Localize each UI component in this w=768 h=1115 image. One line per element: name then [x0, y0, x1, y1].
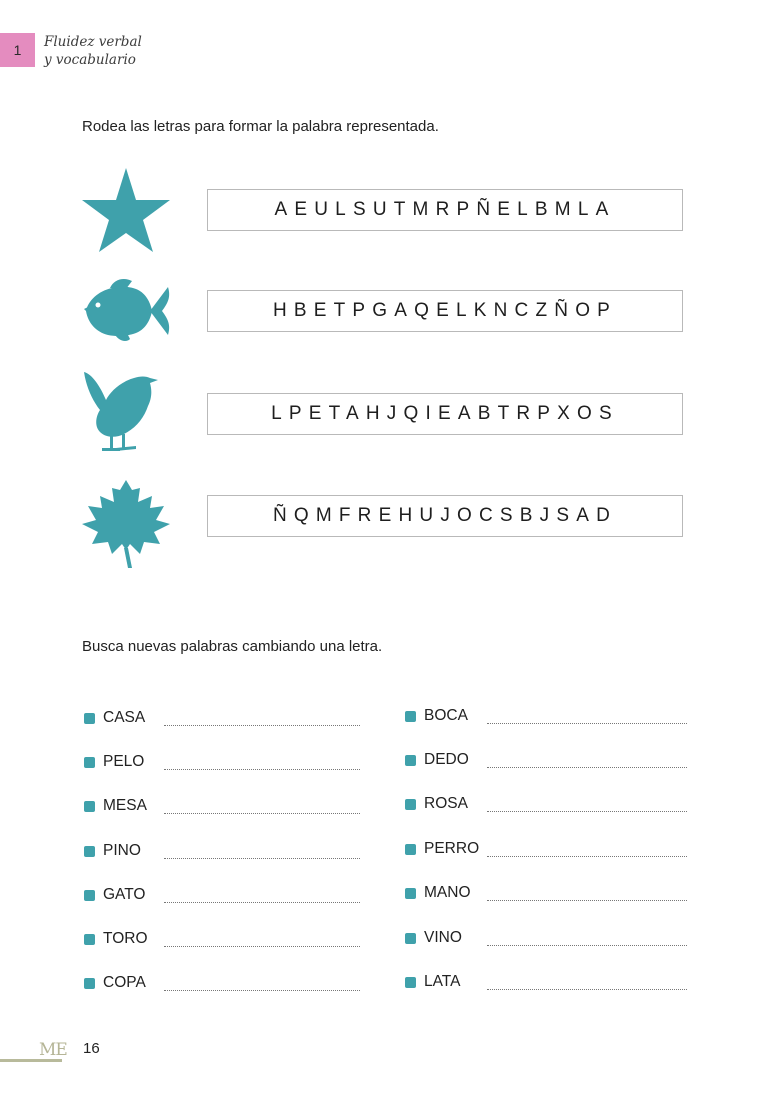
letter-box[interactable]: HBETPGAQELKNCZÑOP [207, 290, 683, 332]
letter-box[interactable]: ÑQMFREHUJOCSBJSAD [207, 495, 683, 537]
word-item [84, 971, 360, 995]
word-item [405, 837, 687, 861]
chapter-title-line1: Fluidez verbal [44, 34, 142, 50]
exercise-row-leaf [80, 478, 690, 570]
answer-line[interactable] [164, 711, 360, 726]
answer-line[interactable] [487, 931, 687, 946]
chapter-title [44, 33, 142, 69]
answer-line[interactable] [164, 844, 360, 859]
square-bullet-icon [405, 977, 416, 988]
answer-line[interactable] [487, 753, 687, 768]
word-label: GATO [103, 886, 146, 903]
bird-icon [80, 366, 172, 458]
star-icon [80, 166, 172, 258]
word-item [84, 839, 360, 863]
word-item [405, 748, 687, 772]
answer-line[interactable] [487, 975, 687, 990]
publisher-logo: ME [39, 1040, 67, 1060]
answer-line[interactable] [164, 755, 360, 770]
word-item [405, 970, 687, 994]
instruction-change-letter: Busca nuevas palabras cambiando una letra. [82, 638, 383, 655]
word-item [84, 927, 360, 951]
word-item [405, 926, 687, 950]
letter-box[interactable]: AEULSUTMRPÑELBMLA [207, 189, 683, 231]
square-bullet-icon [84, 757, 95, 768]
answer-line[interactable] [164, 932, 360, 947]
exercise-row-star [80, 166, 690, 258]
word-label: ROSA [424, 795, 468, 812]
answer-line[interactable] [487, 797, 687, 812]
word-label: BOCA [424, 707, 468, 724]
square-bullet-icon [405, 711, 416, 722]
square-bullet-icon [405, 755, 416, 766]
square-bullet-icon [84, 978, 95, 989]
square-bullet-icon [84, 713, 95, 724]
word-label: MANO [424, 884, 471, 901]
word-item [84, 794, 360, 818]
word-label: COPA [103, 974, 146, 991]
square-bullet-icon [405, 888, 416, 899]
word-label: LATA [424, 973, 461, 990]
word-item [405, 881, 687, 905]
instruction-circle-letters: Rodea las letras para formar la palabra representada. [82, 118, 439, 135]
word-label: PELO [103, 753, 145, 770]
answer-line[interactable] [487, 886, 687, 901]
chapter-number-tab: 1 [0, 33, 35, 67]
word-item [405, 704, 687, 728]
word-label: PERRO [424, 840, 480, 857]
square-bullet-icon [405, 933, 416, 944]
square-bullet-icon [405, 799, 416, 810]
square-bullet-icon [84, 801, 95, 812]
word-item [84, 750, 360, 774]
word-item [84, 706, 360, 730]
answer-line[interactable] [164, 888, 360, 903]
answer-line[interactable] [164, 976, 360, 991]
square-bullet-icon [84, 890, 95, 901]
square-bullet-icon [84, 846, 95, 857]
word-item [84, 883, 360, 907]
answer-line[interactable] [487, 709, 687, 724]
answer-line[interactable] [487, 842, 687, 857]
word-item [405, 792, 687, 816]
page-number: 16 [83, 1040, 100, 1057]
square-bullet-icon [405, 844, 416, 855]
exercise-row-bird [80, 366, 690, 458]
leaf-icon [80, 478, 172, 570]
chapter-title-line2: y vocabulario [44, 52, 136, 68]
exercise-row-fish [80, 267, 690, 359]
word-label: CASA [103, 709, 146, 726]
word-label: MESA [103, 797, 147, 814]
fish-icon [80, 267, 172, 359]
word-label: TORO [103, 930, 148, 947]
square-bullet-icon [84, 934, 95, 945]
word-label: DEDO [424, 751, 469, 768]
answer-line[interactable] [164, 799, 360, 814]
letter-box[interactable]: LPETAHJQIEABTRPXOS [207, 393, 683, 435]
word-label: VINO [424, 929, 462, 946]
word-label: PINO [103, 842, 141, 859]
